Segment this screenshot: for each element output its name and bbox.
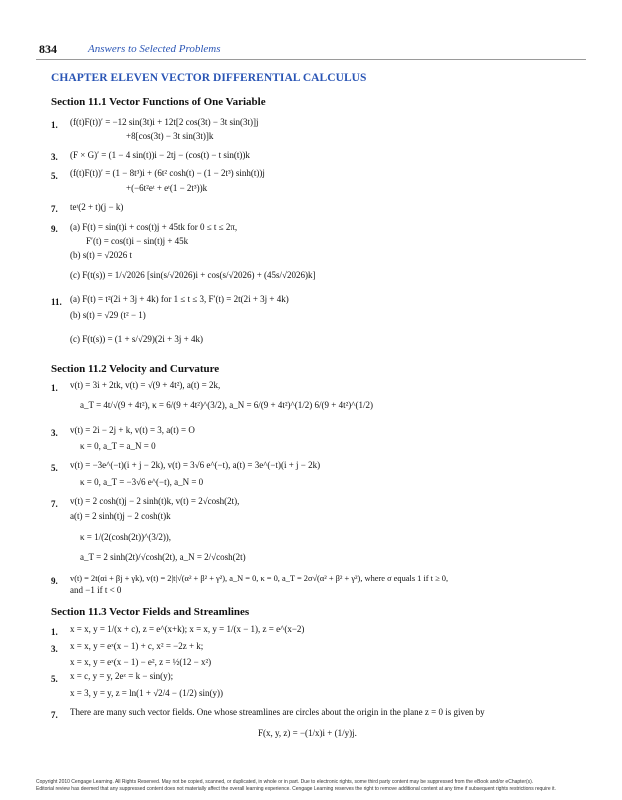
problem-number: 7. [51, 499, 58, 509]
answer-line: κ = 0, a_T = a_N = 0 [80, 441, 156, 451]
answer-line: v(t) = 2t(αi + βj + γk), v(t) = 2|t|√(α² + β² + γ²), a_N = 0, κ = 0, a_T = 2σ√(α² + β² + γ²), where σ equals 1 if t ≥ 0, [70, 574, 449, 583]
answer-line: (c) F(t(s)) = (1 + s/√29)(2i + 3j + 4k) [70, 334, 203, 344]
section-title: Section 11.2 Velocity and Curvature [51, 363, 220, 375]
problem-number: 11. [51, 297, 62, 307]
copyright-line: Copyright 2010 Cengage Learning. All Rights Reserved. May not be copied, scanned, or duplicated, in whole or in part. Due to electronic rights, some third party content may be suppressed from the eBook and/or eChapter(s). [36, 779, 534, 785]
chapter-title: CHAPTER ELEVEN VECTOR DIFFERENTIAL CALCULUS [51, 72, 367, 84]
problem-number: 9. [51, 224, 58, 234]
answer-line: (b) s(t) = √2026 t [70, 250, 133, 260]
running-head: Answers to Selected Problems [88, 43, 221, 55]
problem-number: 5. [51, 674, 58, 684]
answer-line: x = x, y = eˣ(x − 1) + c, x² = −2z + k; [70, 641, 204, 651]
answer-line: (c) F(t(s)) = 1/√2026 [sin(s/√2026)i + cos(s/√2026) + (45s/√2026)k] [70, 270, 316, 280]
answer-line: x = x, y = eˣ(x − 1) − e², z = ½(12 − x²) [70, 657, 212, 667]
copyright-line: Editorial review has deemed that any suppressed content does not materially affect the overall learning experience. Cengage Learning reserves the right to remove additional content at any time if subsequent rights restrictions require it. [36, 786, 556, 792]
answer-line: v(t) = 3i + 2tk, v(t) = √(9 + 4t²), a(t) = 2k, [70, 380, 221, 390]
answer-line: x = c, y = y, 2eᶻ = k − sin(y); [70, 671, 174, 681]
problem-number: 3. [51, 152, 58, 162]
answer-line: a_T = 4t/√(9 + 4t²), κ = 6/(9 + 4t²)^(3/2), a_N = 6/(9 + 4t²)^(1/2) 6/(9 + 4t²)^(1/2) [80, 400, 374, 410]
problem-number: 1. [51, 627, 58, 637]
answer-line: a(t) = 2 sinh(t)j − 2 cosh(t)k [70, 511, 171, 521]
answer-line: F′(t) = cos(t)i − sin(t)j + 45k [86, 236, 189, 246]
problem-number: 7. [51, 204, 58, 214]
section-title: Section 11.1 Vector Functions of One Variable [51, 96, 266, 108]
answer-line: a_T = 2 sinh(2t)/√cosh(2t), a_N = 2/√cosh(2t) [80, 552, 246, 562]
page-number: 834 [39, 42, 57, 56]
answer-line: and −1 if t < 0 [70, 585, 122, 595]
answer-line: (F × G)′ = (1 − 4 sin(t))i − 2tj − (cos(t) − t sin(t))k [70, 150, 250, 160]
answer-line: F(x, y, z) = −(1/x)i + (1/y)j. [258, 728, 357, 738]
problem-number: 1. [51, 383, 58, 393]
answer-line: (a) F(t) = t²(2i + 3j + 4k) for 1 ≤ t ≤ 3, F′(t) = 2t(2i + 3j + 4k) [70, 294, 289, 304]
problem-number: 5. [51, 171, 58, 181]
section-title: Section 11.3 Vector Fields and Streamlines [51, 606, 250, 618]
answer-line: x = x, y = 1/(x + c), z = e^(x+k); x = x, y = 1/(x − 1), z = e^(x−2) [70, 624, 305, 634]
answer-line: κ = 0, a_T = −3√6 e^(−t), a_N = 0 [80, 477, 204, 487]
answer-line: There are many such vector fields. One whose streamlines are circles about the origin in the plane z = 0 is given by [70, 707, 485, 717]
answer-line: v(t) = 2i − 2j + k, v(t) = 3, a(t) = O [70, 425, 195, 435]
answer-line: v(t) = 2 cosh(t)j − 2 sinh(t)k, v(t) = 2√cosh(2t), [70, 496, 240, 506]
problem-number: 9. [51, 576, 58, 586]
answer-line: x = 3, y = y, z = ln(1 + √2/4 − (1/2) sin(y)) [70, 688, 223, 698]
answer-line: v(t) = −3e^(−t)(i + j − 2k), v(t) = 3√6 e^(−t), a(t) = 3e^(−t)(i + j − 2k) [70, 460, 321, 470]
answer-line: (a) F(t) = sin(t)i + cos(t)j + 45tk for 0 ≤ t ≤ 2π, [70, 222, 238, 232]
problem-number: 3. [51, 428, 58, 438]
answer-line: teᵗ(2 + t)(j − k) [70, 202, 124, 212]
answer-line: (f(t)F(t))′ = −12 sin(3t)i + 12t[2 cos(3t) − 3t sin(3t)]j [70, 117, 259, 127]
problem-number: 5. [51, 463, 58, 473]
problem-number: 3. [51, 644, 58, 654]
answer-line: +(−6t²eᵗ + eᵗ(1 − 2t³))k [126, 183, 208, 193]
answer-line: (f(t)F(t))′ = (1 − 8t³)i + (6t² cosh(t) − (1 − 2t³) sinh(t))j [70, 168, 265, 178]
problem-number: 7. [51, 710, 58, 720]
answer-line: (b) s(t) = √29 (t² − 1) [70, 310, 146, 320]
problem-number: 1. [51, 120, 58, 130]
answer-line: κ = 1/(2(cosh(2t))^(3/2)), [80, 532, 172, 542]
answer-line: +8[cos(3t) − 3t sin(3t)]k [126, 131, 214, 141]
